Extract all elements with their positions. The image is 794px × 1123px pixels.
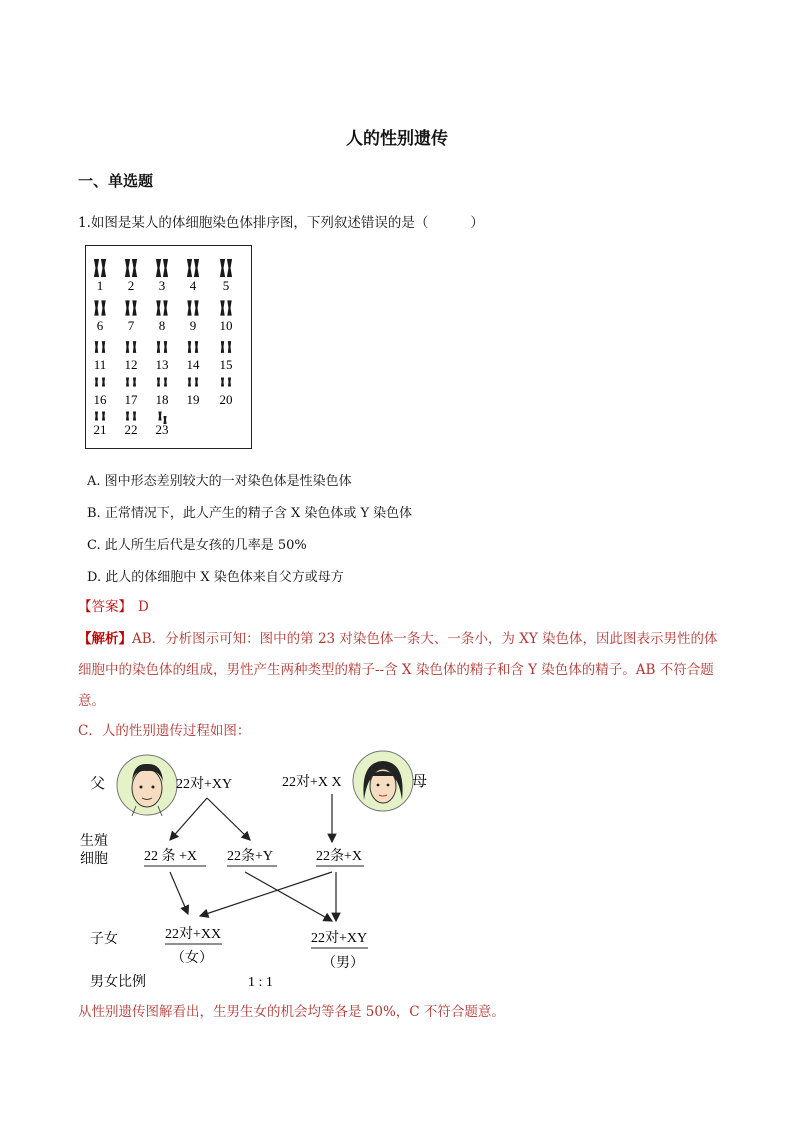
child-male-sex: （男） xyxy=(322,954,364,970)
inheritance-diagram-svg xyxy=(70,748,470,998)
chromosome-number: 10 xyxy=(219,318,233,333)
analysis-tag: 【解析】 xyxy=(78,631,132,647)
answer-tag: 【答案】 xyxy=(78,599,132,615)
chromosome-number: 2 xyxy=(127,278,135,293)
chromosome-number: 4 xyxy=(189,278,197,293)
question-close: ） xyxy=(470,215,484,231)
analysis-text: AB．分析图示可知：图中的第 23 对染色体一条大、一条小，为 XY 染色体，因此图表示男性的体细胞中的染色体的组成，男性产生两种类型的精子--含 X 染色体的精子和含 Y 染色体的精子。AB 不符合题意。 xyxy=(78,631,718,709)
gamete-father-x: 22 条 +X xyxy=(144,849,198,864)
chromosome-pair xyxy=(126,412,136,421)
chromosome-pair xyxy=(188,378,198,387)
chromosome-pair xyxy=(95,341,105,353)
mother-portrait xyxy=(353,751,413,811)
chromosome-pair xyxy=(220,259,232,277)
chromosome-number: 16 xyxy=(93,392,107,407)
chromosome-pair xyxy=(126,378,136,387)
chromosome-pair xyxy=(94,300,105,315)
answer-value: D xyxy=(138,599,149,615)
sex-ratio-value: 1 : 1 xyxy=(248,975,273,990)
child-female-genotype: 22对+XX xyxy=(165,927,222,942)
father-portrait xyxy=(117,755,177,816)
sex-ratio-label: 男女比例 xyxy=(90,973,146,989)
analysis-paragraph xyxy=(78,624,718,717)
analysis-c-line: C．人的性别遗传过程如图： xyxy=(78,723,251,739)
chromosome-pair xyxy=(95,412,105,421)
gamete-label-line1: 生殖 xyxy=(80,832,108,848)
chromosome-number: 8 xyxy=(158,318,166,333)
option-b: B. 正常情况下，此人产生的精子含 X 染色体或 Y 染色体 xyxy=(87,506,413,521)
chromosome-number: 1 xyxy=(96,278,104,293)
chromosome-pair xyxy=(157,378,167,387)
question-stem xyxy=(78,211,484,231)
chromosome-number: 3 xyxy=(158,278,166,293)
answer-line xyxy=(78,595,149,615)
karyotype-chromosomes xyxy=(86,246,251,448)
chromosome-pair xyxy=(221,378,231,387)
chromosome-pair xyxy=(94,259,106,277)
chromosome-number: 18 xyxy=(155,392,169,407)
chromosome-pair xyxy=(187,259,199,277)
gamete-father-y: 22条+Y xyxy=(227,849,274,864)
mother-label: 母 xyxy=(412,773,428,790)
option-a: A. 图中形态差别较大的一对染色体是性染色体 xyxy=(87,474,352,489)
chromosome-number: 6 xyxy=(96,318,104,333)
option-c: C. 此人所生后代是女孩的几率是 50% xyxy=(87,538,307,553)
chromosome-pair xyxy=(95,378,105,387)
chromosome-number: 21 xyxy=(93,422,107,437)
chromosome-pair xyxy=(156,259,168,277)
chromosome-number: 7 xyxy=(127,318,135,333)
chromosome-number: 19 xyxy=(186,392,200,407)
karyotype-figure xyxy=(85,245,252,449)
option-d: D. 此人的体细胞中 X 染色体来自父方或母方 xyxy=(87,570,344,585)
chromosome-number: 5 xyxy=(222,278,230,293)
child-female-sex: （女） xyxy=(171,949,213,965)
chromosome-pair xyxy=(187,300,198,315)
mother-genotype: 22对+X X xyxy=(282,775,342,790)
chromosome-pair xyxy=(126,341,136,353)
offspring-label: 子女 xyxy=(90,930,118,946)
chromosome-number: 17 xyxy=(124,392,138,407)
question-text: 1.如图是某人的体细胞染色体排序图，下列叙述错误的是（ xyxy=(78,215,429,231)
chromosome-pair xyxy=(188,341,198,353)
chromosome-pair xyxy=(157,341,167,353)
chromosome-pair xyxy=(221,341,231,353)
chromosome-number: 15 xyxy=(219,357,233,372)
chromosome-number: 12 xyxy=(124,357,138,372)
page-title: 人的性别遗传 xyxy=(346,129,448,149)
chromosome-number: 22 xyxy=(124,422,138,437)
chromosome-number: 11 xyxy=(93,357,107,372)
chromosome-pair xyxy=(125,300,136,315)
inheritance-diagram xyxy=(70,748,470,1002)
chromosome-number: 14 xyxy=(186,357,200,372)
gamete-mother-x: 22条+X xyxy=(316,849,363,864)
chromosome-number: 9 xyxy=(189,318,197,333)
child-male-genotype: 22对+XY xyxy=(311,931,368,946)
chromosome-pair xyxy=(125,259,137,277)
conclusion-line: 从性别遗传图解看出，生男生女的机会均等各是 50%，C 不符合题意。 xyxy=(78,1004,505,1020)
chromosome-pair xyxy=(220,300,231,315)
gamete-label-line2: 细胞 xyxy=(80,850,108,866)
section-heading: 一、单选题 xyxy=(78,172,154,190)
chromosome-pair xyxy=(156,300,167,315)
chromosome-number: 20 xyxy=(219,392,233,407)
chromosome-number: 23 xyxy=(155,422,169,437)
chromosome-number: 13 xyxy=(155,357,169,372)
father-genotype: 22对+XY xyxy=(176,777,233,792)
father-label: 父 xyxy=(90,775,106,792)
